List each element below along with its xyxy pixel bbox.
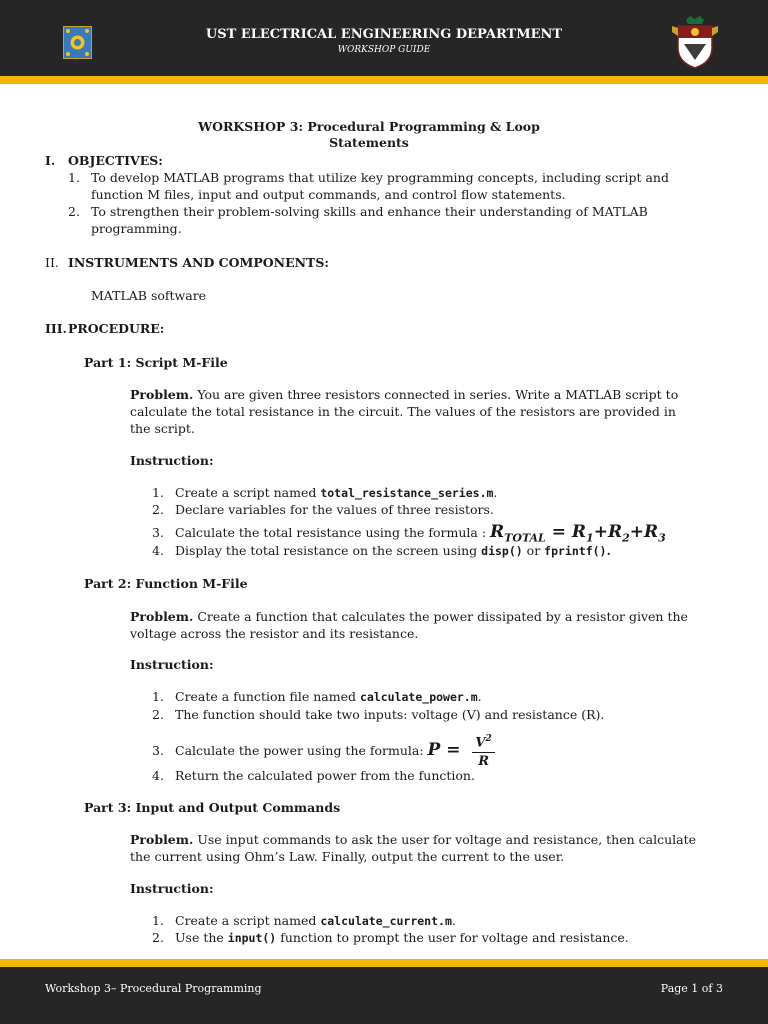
list-number: 3. xyxy=(152,743,164,758)
problem-text: You are given three resistors connected in series. Write a MATLAB script to xyxy=(193,387,679,402)
step-text-part: or xyxy=(522,543,545,558)
step-text-part: Calculate the power using the formula: xyxy=(175,743,428,758)
section-numeral: II. xyxy=(45,255,59,270)
math-symbol: + xyxy=(629,522,644,542)
step-text-part: . xyxy=(606,543,611,558)
math-symbol: + xyxy=(593,522,608,542)
part-title: Part 3: Input and Output Commands xyxy=(84,800,341,815)
step-text xyxy=(175,484,497,502)
page-footer xyxy=(0,967,768,1024)
step-text-part: . xyxy=(477,689,482,704)
problem-line xyxy=(130,386,678,403)
step-text-part: . xyxy=(451,913,456,928)
problem-line xyxy=(130,608,688,625)
problem-text: calculate the total resistance in the circuit. The values of the resistors are provided in xyxy=(130,404,676,419)
objective-text: function M files, input and output commands, and control flow statements. xyxy=(91,187,566,202)
objective-text: To develop MATLAB programs that utilize key programming concepts, including script and xyxy=(91,170,669,185)
problem-text: Use input commands to ask the user for voltage and resistance, then calculate xyxy=(193,832,697,847)
part-title: Part 2: Function M-File xyxy=(84,576,248,591)
instruments-heading: INSTRUMENTS AND COMPONENTS: xyxy=(68,255,329,270)
objective-text: programming. xyxy=(91,221,182,236)
workshop-title-line1: WORKSHOP 3: Procedural Programming & Loop xyxy=(198,119,540,134)
list-number: 2. xyxy=(152,707,164,722)
code-filename: calculate_current.m xyxy=(320,914,452,928)
math-symbol: = xyxy=(440,740,467,760)
step-text: Declare variables for the values of three resistors. xyxy=(175,502,494,517)
list-number: 1. xyxy=(152,689,164,704)
list-number: 2. xyxy=(152,930,164,945)
math-symbol: R xyxy=(643,522,659,542)
step-text-part: Create a script named xyxy=(175,913,321,928)
part-title: Part 1: Script M-File xyxy=(84,355,228,370)
math-subscript: 2 xyxy=(622,531,630,545)
page-number: Page 1 of 3 xyxy=(660,982,723,995)
code-function: input() xyxy=(227,931,277,945)
math-symbol: R xyxy=(571,522,587,542)
total-resistance-formula xyxy=(490,522,666,545)
list-number: 4. xyxy=(152,768,164,783)
math-exponent: 2 xyxy=(485,734,492,745)
step-text-part: Use the xyxy=(175,930,228,945)
footer-accent-stripe xyxy=(0,959,768,967)
problem-label: Problem. xyxy=(130,832,194,847)
step-text: The function should take two inputs: voltage (V) and resistance (R). xyxy=(175,707,605,722)
step-text-part: Calculate the total resistance using the formula : xyxy=(175,525,491,540)
list-number: 4. xyxy=(152,543,164,558)
problem-label: Problem. xyxy=(130,387,194,402)
section-numeral: III. xyxy=(45,321,67,336)
document-type: WORKSHOP GUIDE xyxy=(337,45,431,55)
instruction-label: Instruction: xyxy=(130,657,214,672)
code-filename: calculate_power.m xyxy=(359,690,478,704)
header-accent-stripe xyxy=(0,76,768,84)
step-text-part: function to prompt the user for voltage and resistance. xyxy=(276,930,629,945)
procedure-heading: PROCEDURE: xyxy=(68,321,165,336)
engineering-crest-icon xyxy=(672,14,718,70)
step-text-part: Create a script named xyxy=(175,485,321,500)
math-symbol: R xyxy=(490,522,505,542)
list-number: 2. xyxy=(68,204,80,219)
list-number: 1. xyxy=(152,913,164,928)
fraction-numerator xyxy=(472,731,494,752)
instruments-text: MATLAB software xyxy=(91,288,207,303)
math-subscript: TOTAL xyxy=(504,531,546,545)
code-function: disp() xyxy=(481,544,523,558)
department-title: UST ELECTRICAL ENGINEERING DEPARTMENT xyxy=(205,27,563,42)
list-number: 1. xyxy=(68,170,80,185)
math-symbol: V xyxy=(475,735,486,751)
step-text-part: Create a function file named xyxy=(175,689,360,704)
math-symbol: R xyxy=(607,522,623,542)
code-filename: total_resistance_series.m xyxy=(320,486,494,500)
power-fraction xyxy=(472,731,494,769)
step-text-part: . xyxy=(493,485,498,500)
step-text xyxy=(175,929,629,947)
problem-line xyxy=(130,831,696,848)
instruction-label: Instruction: xyxy=(130,881,214,896)
problem-text: the script. xyxy=(130,421,195,436)
instruction-label: Instruction: xyxy=(130,453,214,468)
objectives-heading: OBJECTIVES: xyxy=(68,153,163,168)
problem-text: voltage across the resistor and its resistance. xyxy=(130,626,419,641)
problem-label: Problem. xyxy=(130,609,194,624)
code-function: fprintf() xyxy=(544,544,607,558)
list-number: 1. xyxy=(152,485,164,500)
footer-document-name: Workshop 3– Procedural Programming xyxy=(45,982,262,995)
math-subscript: 3 xyxy=(658,531,666,545)
section-numeral: I. xyxy=(45,153,56,168)
list-number: 2. xyxy=(152,502,164,517)
step-text: Return the calculated power from the function. xyxy=(175,768,475,783)
fraction-denominator: R xyxy=(478,753,489,769)
math-symbol: = xyxy=(545,522,572,542)
objective-text: To strengthen their problem-solving skills and enhance their understanding of MATLAB xyxy=(91,204,648,219)
problem-text: the current using Ohm’s Law. Finally, output the current to the user. xyxy=(130,849,565,864)
step-text xyxy=(175,912,456,930)
step-text xyxy=(175,688,482,706)
power-formula xyxy=(427,734,495,769)
step-text-part: Display the total resistance on the screen using xyxy=(175,543,482,558)
step-text xyxy=(175,542,611,560)
math-subscript: 1 xyxy=(586,531,594,545)
list-number: 3. xyxy=(152,525,164,540)
problem-text: Create a function that calculates the power dissipated by a resistor given the xyxy=(193,609,688,624)
math-symbol: P xyxy=(427,740,441,760)
workshop-title-line2: Statements xyxy=(329,135,409,150)
